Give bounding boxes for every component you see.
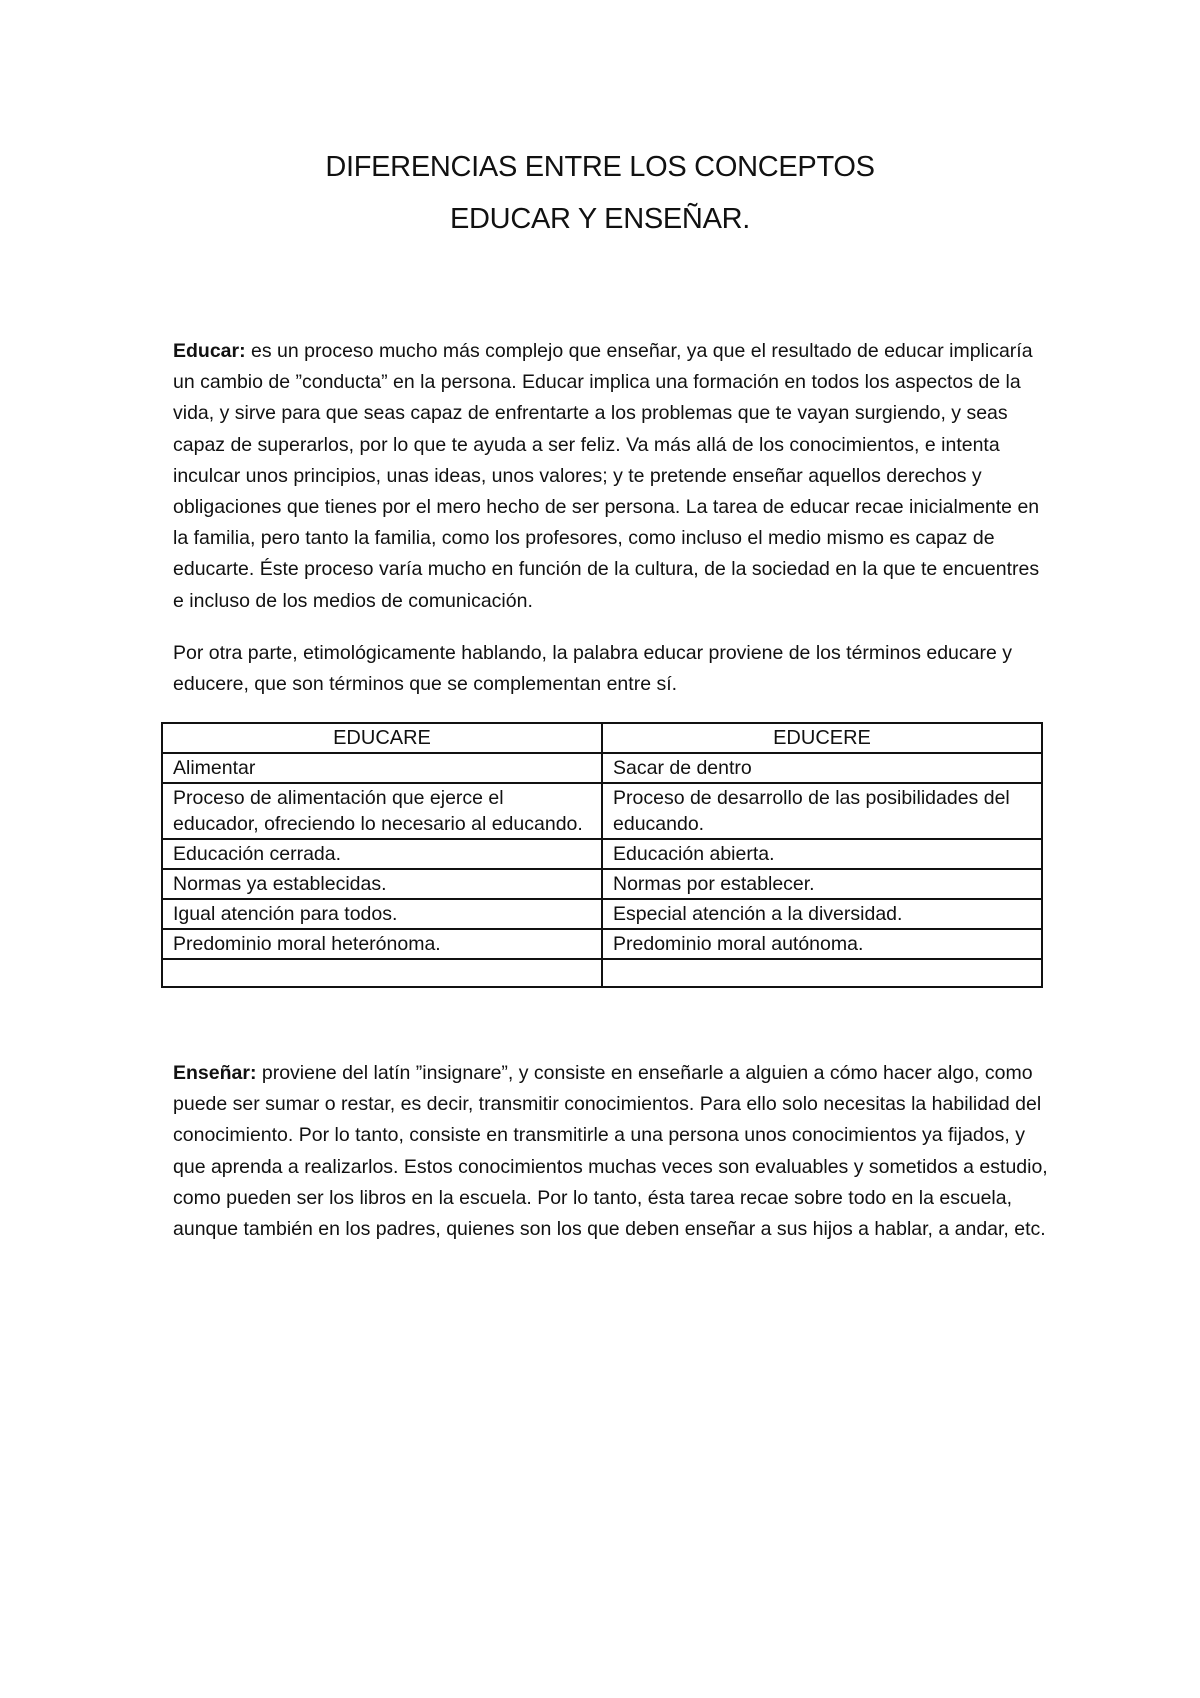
table-cell-educare: Igual atención para todos.: [162, 899, 602, 929]
paragraph-ensenar: [173, 1058, 1053, 1245]
table-row-empty: [162, 959, 1042, 987]
header-educare: EDUCARE: [162, 723, 602, 753]
term-educar: Educar:: [173, 340, 246, 362]
table-cell-educere: Proceso de desarrollo de las posibilidades del educando.: [602, 783, 1042, 839]
table-row: [162, 783, 1042, 839]
table-row: [162, 869, 1042, 899]
table-cell-educare: Alimentar: [162, 753, 602, 783]
paragraph-educar: [173, 336, 1053, 617]
table-cell-educere: Predominio moral autónoma.: [602, 929, 1042, 959]
table-cell-educare: Educación cerrada.: [162, 839, 602, 869]
table-cell-educare: Predominio moral heterónoma.: [162, 929, 602, 959]
paragraph-ensenar-text: proviene del latín ”insignare”, y consiste en enseñarle a alguien a cómo hacer algo, como puede ser sumar o restar, es decir, transmitir conocimientos. Para ello solo necesitas la habilidad del conocimiento. Por lo tanto, consiste en transmitirle a una persona unos conocimientos ya fijados, y que aprenda a realizarlos. Estos conocimientos muchas veces son evaluables y sometidos a estudio, como pueden ser los libros en la escuela. Por lo tanto, ésta tarea recae sobre todo en la escuela, aunque también en los padres, quienes son los que deben enseñar a sus hijos a hablar, a andar, etc.: [173, 1062, 1048, 1241]
table-row: [162, 753, 1042, 783]
table-row: [162, 929, 1042, 959]
term-ensenar: Enseñar:: [173, 1062, 257, 1084]
table-header-row: [162, 723, 1042, 753]
table-row: [162, 899, 1042, 929]
table-cell-educere: Especial atención a la diversidad.: [602, 899, 1042, 929]
table-cell-educare: Proceso de alimentación que ejerce el educador, ofreciendo lo necesario al educando.: [162, 783, 602, 839]
table-cell-educere: Normas por establecer.: [602, 869, 1042, 899]
header-educere: EDUCERE: [602, 723, 1042, 753]
document-title-line-2: EDUCAR Y ENSEÑAR.: [449, 203, 751, 235]
document-title-line-1: DIFERENCIAS ENTRE LOS CONCEPTOS: [325, 151, 875, 183]
paragraph-etimologia: Por otra parte, etimológicamente hablando, la palabra educar proviene de los términos educare y educere, que son términos que se complementan entre sí.: [173, 642, 1012, 696]
table-cell-educere: [602, 959, 1042, 987]
table-cell-educere: Educación abierta.: [602, 839, 1042, 869]
table-cell-educare: Normas ya establecidas.: [162, 869, 602, 899]
comparison-table: [161, 722, 1043, 988]
paragraph-educar-text: es un proceso mucho más complejo que enseñar, ya que el resultado de educar implicaría un cambio de ”conducta” en la persona. Educar implica una formación en todos los aspectos de la vida, y sirve para que seas capaz de enfrentarte a los problemas que te vayan surgiendo, y seas capaz de superarlos, por lo que te ayuda a ser feliz. Va más allá de los conocimientos, e intenta inculcar unos principios, unas ideas, unos valores; y te pretende enseñar aquellos derechos y obligaciones que tienes por el mero hecho de ser persona. La tarea de educar recae inicialmente en la familia, pero tanto la familia, como los profesores, como incluso el medio mismo es capaz de educarte. Éste proceso varía mucho en función de la cultura, de la sociedad en la que te encuentres e incluso de los medios de comunicación.: [173, 340, 1040, 612]
table-cell-educere: Sacar de dentro: [602, 753, 1042, 783]
table-row: [162, 839, 1042, 869]
table-cell-educare: [162, 959, 602, 987]
